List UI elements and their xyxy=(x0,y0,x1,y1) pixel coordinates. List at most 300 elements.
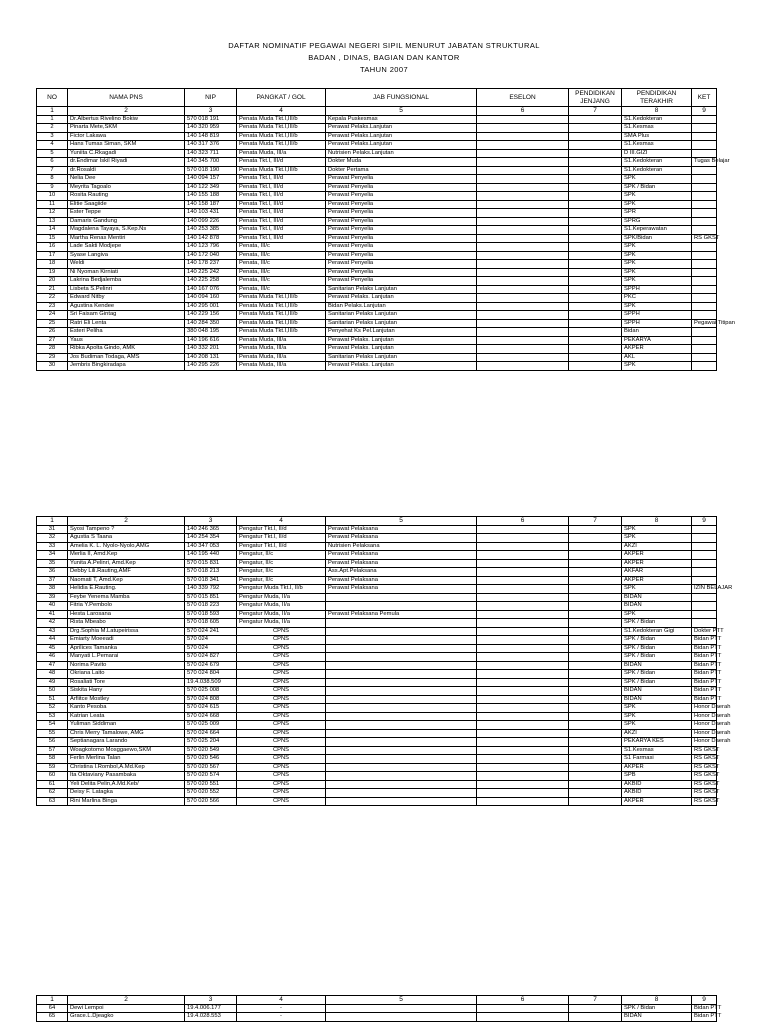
cell-nama: Ribka Apolta Gindo, AMK xyxy=(68,345,185,354)
cell-pendidikan: S1.Kedokteran xyxy=(622,166,692,175)
cell-nama: Septianagara Larando xyxy=(68,738,185,747)
cell-no: 47 xyxy=(37,661,68,670)
table-row xyxy=(37,619,717,628)
cell-eselon xyxy=(477,1004,569,1013)
cell-pendidikan: PKC xyxy=(622,294,692,303)
colnum-cell: 7 xyxy=(569,517,622,526)
cell-nama: Ratri Eli Lenta xyxy=(68,319,185,328)
table-row xyxy=(37,763,717,772)
cell-nama: Yuliman Siddiman xyxy=(68,721,185,730)
cell-nama: dr.Rosaldi xyxy=(68,166,185,175)
cell-nama: Rini Marlina Binga xyxy=(68,797,185,806)
cell-eselon xyxy=(477,217,569,226)
cell-nip: 140 103 431 xyxy=(185,209,237,218)
cell-no: 61 xyxy=(37,780,68,789)
cell-no: 31 xyxy=(37,525,68,534)
cell-jenjang xyxy=(569,678,622,687)
cell-nip: 140 253 385 xyxy=(185,226,237,235)
colnum-cell: 5 xyxy=(326,996,477,1005)
cell-pendidikan: SPPH xyxy=(622,319,692,328)
cell-no: 3 xyxy=(37,132,68,141)
cell-pangkat: Pengatur, II/c xyxy=(237,568,326,577)
column-number-row xyxy=(37,107,717,116)
table-header-row xyxy=(37,89,717,107)
cell-jenjang xyxy=(569,251,622,260)
cell-pendidikan: S1.Kesmas xyxy=(622,746,692,755)
colnum-cell: 9 xyxy=(692,107,717,116)
table-row xyxy=(37,661,717,670)
cell-nama: Lade Sakti Modjepe xyxy=(68,243,185,252)
header-cell: NAMA PNS xyxy=(68,89,185,107)
cell-ket xyxy=(692,602,717,611)
cell-pendidikan: AKPER xyxy=(622,551,692,560)
cell-nama: Debby Lili.Rauting,AMF xyxy=(68,568,185,577)
cell-jenjang xyxy=(569,149,622,158)
table-row xyxy=(37,183,717,192)
cell-jenjang xyxy=(569,712,622,721)
cell-eselon xyxy=(477,534,569,543)
cell-eselon xyxy=(477,353,569,362)
cell-eselon xyxy=(477,158,569,167)
cell-no: 50 xyxy=(37,687,68,696)
cell-ket xyxy=(692,192,717,201)
cell-jenjang xyxy=(569,124,622,133)
cell-nip: 140 347 053 xyxy=(185,542,237,551)
cell-ket xyxy=(692,175,717,184)
cell-pendidikan: BIDAN xyxy=(622,1013,692,1022)
cell-jenjang xyxy=(569,602,622,611)
cell-nama: Arfiitce Mostley xyxy=(68,695,185,704)
cell-jabatan: Nutrisien Pelaksana xyxy=(326,542,477,551)
cell-ket: Honor Daerah xyxy=(692,721,717,730)
cell-nip: 140 229 156 xyxy=(185,311,237,320)
cell-jabatan: Perawat Pelaks. Lanjutan xyxy=(326,345,477,354)
cell-pendidikan: SPK xyxy=(622,302,692,311)
cell-ket: Bidan PTT xyxy=(692,678,717,687)
cell-nip: 140 323 711 xyxy=(185,149,237,158)
cell-nama: Fitria Y.Pembolo xyxy=(68,602,185,611)
cell-pendidikan: AKBID xyxy=(622,780,692,789)
cell-eselon xyxy=(477,644,569,653)
cell-pendidikan: S1.Keperawatan xyxy=(622,226,692,235)
cell-eselon xyxy=(477,627,569,636)
cell-pendidikan: SPK xyxy=(622,251,692,260)
personnel-table-2 xyxy=(36,516,733,806)
table-row xyxy=(37,285,717,294)
cell-nip: 140 155 188 xyxy=(185,192,237,201)
cell-nip: 570 018 191 xyxy=(185,115,237,124)
cell-pangkat: CPNS xyxy=(237,763,326,772)
cell-pendidikan: SPK xyxy=(622,585,692,594)
cell-ket xyxy=(692,243,717,252)
cell-pangkat: Pengatur Muda, II/a xyxy=(237,610,326,619)
cell-jabatan: Perawat Penyelia xyxy=(326,234,477,243)
colnum-cell: 6 xyxy=(477,996,569,1005)
cell-ket xyxy=(692,294,717,303)
cell-pangkat: CPNS xyxy=(237,687,326,696)
cell-nip: 140 225 258 xyxy=(185,277,237,286)
cell-pangkat: Penata Muda Tkt.I,III/b xyxy=(237,141,326,150)
cell-pendidikan: PEKARYA KES xyxy=(622,738,692,747)
cell-nip: 140 122 349 xyxy=(185,183,237,192)
cell-pangkat: CPNS xyxy=(237,636,326,645)
cell-nama: Rista Mbeabo xyxy=(68,619,185,628)
cell-ket xyxy=(692,336,717,345)
table-row xyxy=(37,780,717,789)
cell-nip: 140 148 819 xyxy=(185,132,237,141)
cell-jenjang xyxy=(569,336,622,345)
cell-jabatan: Sanitarian Pelaks Lanjutan xyxy=(326,285,477,294)
cell-nip: 140 254 354 xyxy=(185,534,237,543)
cell-ket: Bidan PTT xyxy=(692,670,717,679)
cell-pangkat: CPNS xyxy=(237,738,326,747)
cell-jenjang xyxy=(569,141,622,150)
cell-nama: Magdalena Tayaya, S.Kep.Ns xyxy=(68,226,185,235)
cell-nip: 140 320 959 xyxy=(185,124,237,133)
cell-jenjang xyxy=(569,525,622,534)
colnum-cell: 4 xyxy=(237,107,326,116)
cell-no: 24 xyxy=(37,311,68,320)
cell-nip: 140 295 226 xyxy=(185,362,237,371)
cell-pangkat: Pengatur Tkt.I, II/d xyxy=(237,525,326,534)
cell-jabatan: Perawat Penyelia xyxy=(326,183,477,192)
cell-pangkat: Penata, III/c xyxy=(237,277,326,286)
colnum-cell: 8 xyxy=(622,996,692,1005)
cell-jenjang xyxy=(569,704,622,713)
header-cell: PANGKAT / GOL xyxy=(237,89,326,107)
cell-jabatan xyxy=(326,661,477,670)
cell-nip: 570 015 831 xyxy=(185,559,237,568)
cell-nama: Agustia S Taana xyxy=(68,534,185,543)
table-row xyxy=(37,328,717,337)
cell-nip: 19.4.038.509 xyxy=(185,678,237,687)
cell-nama: Yunita A.Pelinri, Amd.Kep xyxy=(68,559,185,568)
cell-jenjang xyxy=(569,763,622,772)
cell-eselon xyxy=(477,302,569,311)
cell-nama: Katrian Leata xyxy=(68,712,185,721)
personnel-table-3 xyxy=(36,995,722,1022)
header-cell: NIP xyxy=(185,89,237,107)
cell-nip: 140 167 076 xyxy=(185,285,237,294)
header-cell: PENDIDIKAN TERAKHIR xyxy=(622,89,692,107)
cell-no: 21 xyxy=(37,285,68,294)
cell-jabatan: Perawat Pelaksana xyxy=(326,585,477,594)
cell-eselon xyxy=(477,746,569,755)
cell-pangkat: Penata, III/c xyxy=(237,268,326,277)
table-row xyxy=(37,534,717,543)
cell-eselon xyxy=(477,653,569,662)
table-row xyxy=(37,260,717,269)
cell-jabatan xyxy=(326,772,477,781)
cell-jenjang xyxy=(569,1004,622,1013)
cell-no: 55 xyxy=(37,729,68,738)
header-cell: JAB FUNGSIONAL xyxy=(326,89,477,107)
cell-nama: Jembris Bingkiradapa xyxy=(68,362,185,371)
colnum-cell: 3 xyxy=(185,107,237,116)
cell-jabatan: Perawat Pelaks.Lanjutan xyxy=(326,124,477,133)
cell-nama: Yuniita C.Rkagadi xyxy=(68,149,185,158)
cell-pangkat: Penata Muda, III/a xyxy=(237,362,326,371)
table-row xyxy=(37,302,717,311)
cell-pendidikan: SPRG xyxy=(622,217,692,226)
cell-nama: Esteri Peliha xyxy=(68,328,185,337)
cell-pendidikan: SPK xyxy=(622,175,692,184)
table-row xyxy=(37,345,717,354)
cell-pendidikan: SPK xyxy=(622,277,692,286)
cell-jabatan: Bidan Pelaks.Lanjutan xyxy=(326,302,477,311)
cell-nama: Ita Oktaviany Pasambaka xyxy=(68,772,185,781)
cell-ket: Bidan PTT xyxy=(692,653,717,662)
table-row xyxy=(37,192,717,201)
cell-eselon xyxy=(477,576,569,585)
cell-nip: 19.4.028.553 xyxy=(185,1013,237,1022)
cell-nip: 570 018 341 xyxy=(185,576,237,585)
colnum-cell: 2 xyxy=(68,107,185,116)
cell-no: 13 xyxy=(37,217,68,226)
cell-nama: Deisy F. Latagka xyxy=(68,789,185,798)
table-row xyxy=(37,568,717,577)
cell-ket: Bidan PTT xyxy=(692,661,717,670)
cell-nip: 570 020 549 xyxy=(185,746,237,755)
cell-ket xyxy=(692,345,717,354)
cell-no: 40 xyxy=(37,602,68,611)
cell-pangkat: Penata Muda Tkt.I,III/b xyxy=(237,166,326,175)
cell-jabatan: Sanitarian Pelaks Lanjutan xyxy=(326,311,477,320)
cell-jenjang xyxy=(569,294,622,303)
cell-no: 18 xyxy=(37,260,68,269)
cell-ket xyxy=(692,534,717,543)
cell-eselon xyxy=(477,192,569,201)
colnum-cell: 9 xyxy=(692,996,717,1005)
cell-no: 14 xyxy=(37,226,68,235)
cell-nama: Chris Merry Tamalowe, AMG xyxy=(68,729,185,738)
cell-ket: IZIN BELAJAR xyxy=(692,585,717,594)
cell-nama: Dewi Lempoi xyxy=(68,1004,185,1013)
cell-jenjang xyxy=(569,345,622,354)
cell-nip: 570 020 566 xyxy=(185,797,237,806)
table-row xyxy=(37,712,717,721)
cell-ket: RS GKST xyxy=(692,234,717,243)
cell-no: 12 xyxy=(37,209,68,218)
cell-ket xyxy=(692,200,717,209)
cell-ket: Bidan PTT xyxy=(692,636,717,645)
cell-nama: Drg.Sophia M.Latupeirissa xyxy=(68,627,185,636)
cell-nip: 140 345 700 xyxy=(185,158,237,167)
cell-pangkat: Penata, III/c xyxy=(237,251,326,260)
cell-eselon xyxy=(477,585,569,594)
cell-jenjang xyxy=(569,746,622,755)
cell-nama: Amelia K. L. Nyolo-Nyolo,AMG xyxy=(68,542,185,551)
cell-pendidikan: AKPER xyxy=(622,576,692,585)
colnum-cell: 1 xyxy=(37,107,68,116)
cell-nip: 140 195 440 xyxy=(185,551,237,560)
cell-ket xyxy=(692,525,717,534)
cell-nama: Rosita Rauting xyxy=(68,192,185,201)
table-row xyxy=(37,653,717,662)
cell-pangkat: Penata, III/c xyxy=(237,260,326,269)
table-row xyxy=(37,294,717,303)
cell-ket xyxy=(692,149,717,158)
cell-pendidikan: SPK xyxy=(622,192,692,201)
cell-jabatan: Perawat Pelaks. Lanjutan xyxy=(326,294,477,303)
cell-nip: 570 020 552 xyxy=(185,789,237,798)
cell-pangkat: CPNS xyxy=(237,644,326,653)
cell-eselon xyxy=(477,780,569,789)
cell-pendidikan: SPK/Bidan xyxy=(622,234,692,243)
cell-eselon xyxy=(477,678,569,687)
cell-nip: 570 015 851 xyxy=(185,593,237,602)
table-row xyxy=(37,132,717,141)
cell-ket: RS GKST xyxy=(692,772,717,781)
colnum-cell: 7 xyxy=(569,107,622,116)
cell-nama: Grace.L.Djeagko xyxy=(68,1013,185,1022)
cell-jabatan xyxy=(326,755,477,764)
cell-ket xyxy=(692,251,717,260)
table-row xyxy=(37,593,717,602)
cell-no: 23 xyxy=(37,302,68,311)
cell-no: 38 xyxy=(37,585,68,594)
cell-jabatan xyxy=(326,1004,477,1013)
cell-jenjang xyxy=(569,789,622,798)
cell-jenjang xyxy=(569,158,622,167)
cell-nama: Agustina Kendee xyxy=(68,302,185,311)
colnum-cell: 2 xyxy=(68,517,185,526)
cell-jenjang xyxy=(569,661,622,670)
cell-jabatan: Perawat Pelaks. Lanjutan xyxy=(326,336,477,345)
cell-nip: 140 123 796 xyxy=(185,243,237,252)
cell-pendidikan: S1.Kedokteran xyxy=(622,158,692,167)
cell-pendidikan: SPK xyxy=(622,721,692,730)
cell-pangkat: Penata, III/c xyxy=(237,285,326,294)
cell-eselon xyxy=(477,661,569,670)
table-row xyxy=(37,319,717,328)
cell-eselon xyxy=(477,260,569,269)
cell-no: 51 xyxy=(37,695,68,704)
cell-nama: Merlia II, Amd.Kep xyxy=(68,551,185,560)
cell-jenjang xyxy=(569,192,622,201)
cell-eselon xyxy=(477,772,569,781)
cell-nip: 380 048 195 xyxy=(185,328,237,337)
cell-jabatan xyxy=(326,780,477,789)
cell-nip: 140 332 201 xyxy=(185,345,237,354)
cell-jabatan: Perawat Penyelia xyxy=(326,175,477,184)
table-row xyxy=(37,695,717,704)
table-row xyxy=(37,789,717,798)
cell-jenjang xyxy=(569,797,622,806)
header-cell: PENDIDIKAN JENJANG xyxy=(569,89,622,107)
cell-no: 10 xyxy=(37,192,68,201)
cell-ket: RS GKST xyxy=(692,763,717,772)
cell-jabatan: Sanitarian Pelaks Lanjutan xyxy=(326,353,477,362)
cell-pendidikan: S1.Kedokteran xyxy=(622,115,692,124)
cell-jenjang xyxy=(569,627,622,636)
cell-ket xyxy=(692,559,717,568)
cell-eselon xyxy=(477,251,569,260)
cell-eselon xyxy=(477,797,569,806)
title-line-2: BADAN , DINAS, BAGIAN DAN KANTOR xyxy=(308,53,460,62)
table-row xyxy=(37,687,717,696)
cell-nama: Martha Renas Mentiri xyxy=(68,234,185,243)
table-row xyxy=(37,141,717,150)
cell-jabatan xyxy=(326,1013,477,1022)
cell-ket: Honor Daerah xyxy=(692,704,717,713)
table-row xyxy=(37,670,717,679)
colnum-cell: 5 xyxy=(326,107,477,116)
cell-pendidikan: SPK xyxy=(622,362,692,371)
cell-nip: 570 018 593 xyxy=(185,610,237,619)
cell-jabatan xyxy=(326,789,477,798)
cell-jenjang xyxy=(569,362,622,371)
cell-nama: Ferlin Merlina Talan xyxy=(68,755,185,764)
cell-no: 26 xyxy=(37,328,68,337)
cell-eselon xyxy=(477,636,569,645)
cell-pendidikan: AKPER xyxy=(622,763,692,772)
cell-pangkat: Penata Tkt.I, III/d xyxy=(237,158,326,167)
cell-nama: Meyrita Tagoalo xyxy=(68,183,185,192)
cell-no: 15 xyxy=(37,234,68,243)
cell-nip: 140 246 365 xyxy=(185,525,237,534)
cell-pendidikan: Bidan xyxy=(622,328,692,337)
cell-pangkat: CPNS xyxy=(237,661,326,670)
cell-pangkat: Penata Tkt.I, III/d xyxy=(237,234,326,243)
cell-nama: Edward Nitby xyxy=(68,294,185,303)
table-row xyxy=(37,602,717,611)
cell-pangkat: Penata Muda, III/a xyxy=(237,345,326,354)
cell-no: 30 xyxy=(37,362,68,371)
cell-eselon xyxy=(477,336,569,345)
table-row xyxy=(37,311,717,320)
cell-nama: Syosi Tampeno ? xyxy=(68,525,185,534)
table-row xyxy=(37,729,717,738)
cell-jenjang xyxy=(569,243,622,252)
cell-ket xyxy=(692,124,717,133)
cell-no: 46 xyxy=(37,653,68,662)
cell-no: 53 xyxy=(37,712,68,721)
cell-ket xyxy=(692,132,717,141)
cell-eselon xyxy=(477,166,569,175)
cell-nip: 140 099 226 xyxy=(185,217,237,226)
cell-jabatan xyxy=(326,627,477,636)
cell-no: 8 xyxy=(37,175,68,184)
cell-jabatan xyxy=(326,602,477,611)
cell-pendidikan: SPK xyxy=(622,268,692,277)
cell-pendidikan: AKL xyxy=(622,353,692,362)
cell-ket: Dokter PTT xyxy=(692,627,717,636)
cell-eselon xyxy=(477,277,569,286)
cell-pangkat: Penata Muda Tkt.I,III/b xyxy=(237,328,326,337)
table-row xyxy=(37,627,717,636)
cell-pangkat: Penata Muda, III/a xyxy=(237,353,326,362)
cell-eselon xyxy=(477,141,569,150)
cell-no: 22 xyxy=(37,294,68,303)
cell-jenjang xyxy=(569,559,622,568)
table-row xyxy=(37,610,717,619)
cell-nip: 570 024 664 xyxy=(185,729,237,738)
cell-eselon xyxy=(477,789,569,798)
cell-ket: RS GKST xyxy=(692,789,717,798)
cell-jabatan xyxy=(326,687,477,696)
cell-pangkat: Penata Muda Tkt.I,III/b xyxy=(237,319,326,328)
cell-pangkat: - xyxy=(237,1004,326,1013)
cell-pangkat: Penata Tkt.I, III/d xyxy=(237,192,326,201)
cell-no: 57 xyxy=(37,746,68,755)
cell-jabatan: Perawat Pelaksana xyxy=(326,559,477,568)
cell-ket xyxy=(692,141,717,150)
cell-nama: Aprilices Tamanka xyxy=(68,644,185,653)
cell-eselon xyxy=(477,721,569,730)
cell-nip: 570 024 xyxy=(185,636,237,645)
cell-pendidikan: SPK / Bidan xyxy=(622,670,692,679)
